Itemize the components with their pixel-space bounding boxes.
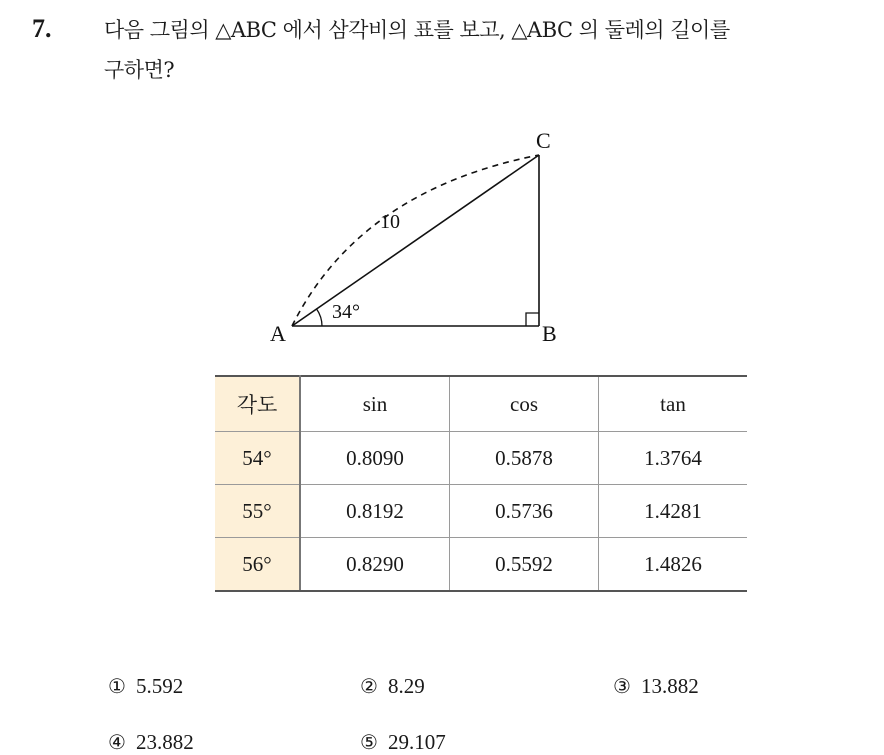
choice-1-marker: ① [108,674,126,698]
trig-table [215,375,747,592]
question-number: 7. [32,14,52,43]
side-ac [292,155,539,326]
table-row [215,538,747,592]
triangle-figure [250,120,590,350]
right-angle-mark [526,313,539,326]
table-row [215,485,747,538]
table-cell-tan: 1.4826 [599,538,748,592]
table-cell-angle: 56° [215,538,300,592]
choice-1-value: 5.592 [135,674,184,698]
table-cell-angle: 54° [215,432,300,485]
question-text-line2: 구하면? [104,58,175,82]
table-cell-cos: 0.5736 [450,485,599,538]
angle-arc [317,309,322,326]
choice-5-value: 29.107 [387,730,446,754]
table-cell-sin: 0.8090 [300,432,450,485]
table-header-tan: tan [599,376,748,432]
answer-choice-3[interactable] [613,674,699,699]
answer-choice-1[interactable] [108,674,183,699]
table-cell-cos: 0.5592 [450,538,599,592]
answer-choice-5[interactable] [360,730,446,755]
answer-choice-4[interactable] [108,730,194,755]
table-header-row [215,376,747,432]
table-cell-sin: 0.8192 [300,485,450,538]
table-row [215,432,747,485]
choice-2-value: 8.29 [387,674,425,698]
table-cell-tan: 1.4281 [599,485,748,538]
vertex-b-label: B [542,321,557,346]
vertex-c-label: C [536,128,551,153]
table-corner-header: 각도 [215,376,300,432]
choice-4-value: 23.882 [135,730,194,754]
table-cell-tan: 1.3764 [599,432,748,485]
hypotenuse-length-label: 10 [380,211,400,233]
answer-choice-2[interactable] [360,674,425,699]
choice-3-value: 13.882 [640,674,699,698]
choice-2-marker: ② [360,674,378,698]
question-text-line1: 다음 그림의 △ABC 에서 삼각비의 표를 보고, △ABC 의 둘레의 길이를 [104,18,730,42]
choice-4-marker: ④ [108,730,126,754]
vertex-a-label: A [270,321,286,346]
angle-label: 34° [332,301,360,323]
table-header-sin: sin [300,376,450,432]
table-header-cos: cos [450,376,599,432]
table-cell-cos: 0.5878 [450,432,599,485]
choice-5-marker: ⑤ [360,730,378,754]
table-cell-angle: 55° [215,485,300,538]
table-cell-sin: 0.8290 [300,538,450,592]
choice-3-marker: ③ [613,674,631,698]
